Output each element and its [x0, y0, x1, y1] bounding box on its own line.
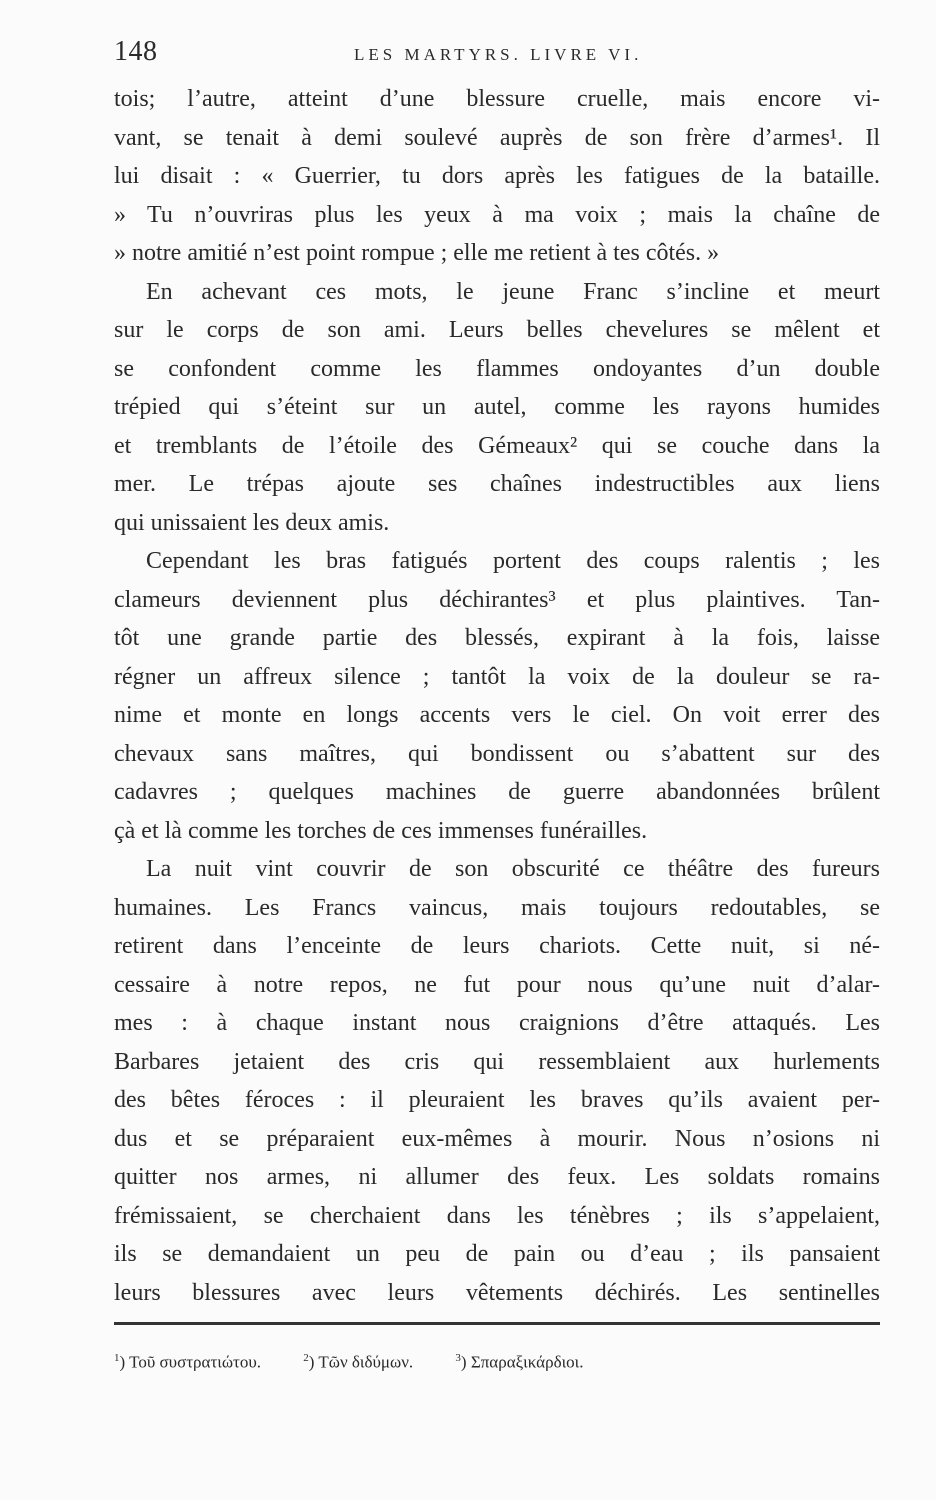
footnote-mark: 3 — [455, 1352, 461, 1364]
page-header — [114, 36, 880, 72]
text-line: régner un affreux silence ; tantôt la voix de la douleur se ra- — [114, 663, 880, 690]
text-line: mer. Le trépas ajoute ses chaînes indestructibles aux liens — [114, 471, 880, 497]
footnotes — [114, 1340, 880, 1376]
text-line: Cependant les bras fatigués portent des coups ralentis ; les — [146, 548, 880, 574]
text-line: frémissaient, se cherchaient dans les ténèbres ; ils s’appelaient, — [114, 1202, 880, 1229]
page-number: 148 — [114, 36, 158, 67]
footnote — [303, 1340, 413, 1381]
footnote-text: ) Σπαραξικάρδιοι. — [460, 1352, 584, 1372]
text-line: vant, se tenait à demi soulevé auprès de son frère d’armes¹. Il — [114, 124, 880, 151]
text-line: et tremblants de l’étoile des Gémeaux² qui se couche dans la — [114, 432, 880, 459]
text-line: » notre amitié n’est point rompue ; elle me retient à tes côtés. » — [114, 240, 720, 266]
text-line: trépied qui s’éteint sur un autel, comme les rayons humides — [114, 394, 880, 420]
footnote-text: ) Τοῦ συστρατιώτου. — [119, 1352, 262, 1372]
text-line: tôt une grande partie des blessés, expirant à la fois, laisse — [114, 625, 880, 651]
text-line: leurs blessures avec leurs vêtements déchirés. Les sentinelles — [114, 1279, 880, 1306]
text-line: tois; l’autre, atteint d’une blessure cruelle, mais encore vi- — [114, 86, 880, 112]
text-line: çà et là comme les torches de ces immenses funérailles. — [114, 817, 648, 844]
text-line: » Tu n’ouvriras plus les yeux à ma voix ; mais la chaîne de — [114, 201, 880, 228]
footnote-mark: 2 — [303, 1352, 309, 1364]
text-line: Barbares jetaient des cris qui ressemblaient aux hurlements — [114, 1048, 880, 1075]
text-line: La nuit vint couvrir de son obscurité ce théâtre des fureurs — [146, 856, 880, 882]
text-line: cadavres ; quelques machines de guerre abandonnées brûlent — [114, 779, 880, 805]
text-line: qui unissaient les deux amis. — [114, 509, 390, 536]
text-line: nime et monte en longs accents vers le ciel. On voit errer des — [114, 702, 880, 728]
body-text — [114, 80, 880, 1312]
text-line: sur le corps de son ami. Leurs belles chevelures se mêlent et — [114, 317, 880, 343]
footnote-divider — [114, 1322, 880, 1325]
text-line: cessaire à notre repos, ne fut pour nous qu’une nuit d’alar- — [114, 971, 880, 998]
text-line: lui disait : « Guerrier, tu dors après les fatigues de la bataille. — [114, 163, 880, 189]
text-line: En achevant ces mots, le jeune Franc s’incline et meurt — [146, 278, 880, 305]
text-line: humaines. Les Francs vaincus, mais toujours redoutables, se — [114, 894, 880, 921]
text-line: clameurs deviennent plus déchirantes³ et plus plaintives. Tan- — [114, 586, 880, 613]
footnote — [114, 1340, 261, 1381]
running-title: LES MARTYRS. LIVRE VI. — [354, 45, 643, 64]
footnote — [455, 1340, 583, 1381]
text-line: retirent dans l’enceinte de leurs chariots. Cette nuit, si né- — [114, 933, 880, 959]
text-line: des bêtes féroces : il pleuraient les braves qu’ils avaient per- — [114, 1087, 880, 1113]
text-line: quitter nos armes, ni allumer des feux. Les soldats romains — [114, 1164, 880, 1190]
text-line: dus et se préparaient eux-mêmes à mourir. Nous n’osions ni — [114, 1125, 880, 1152]
footnote-text: ) Τῶν διδύμων. — [308, 1352, 414, 1372]
text-line: se confondent comme les flammes ondoyantes d’un double — [114, 355, 880, 382]
text-line: chevaux sans maîtres, qui bondissent ou s’abattent sur des — [114, 740, 880, 767]
text-line: mes : à chaque instant nous craignions d’être attaqués. Les — [114, 1010, 880, 1036]
footnote-mark: 1 — [114, 1352, 120, 1364]
text-line: ils se demandaient un peu de pain ou d’eau ; ils pansaient — [114, 1241, 880, 1267]
